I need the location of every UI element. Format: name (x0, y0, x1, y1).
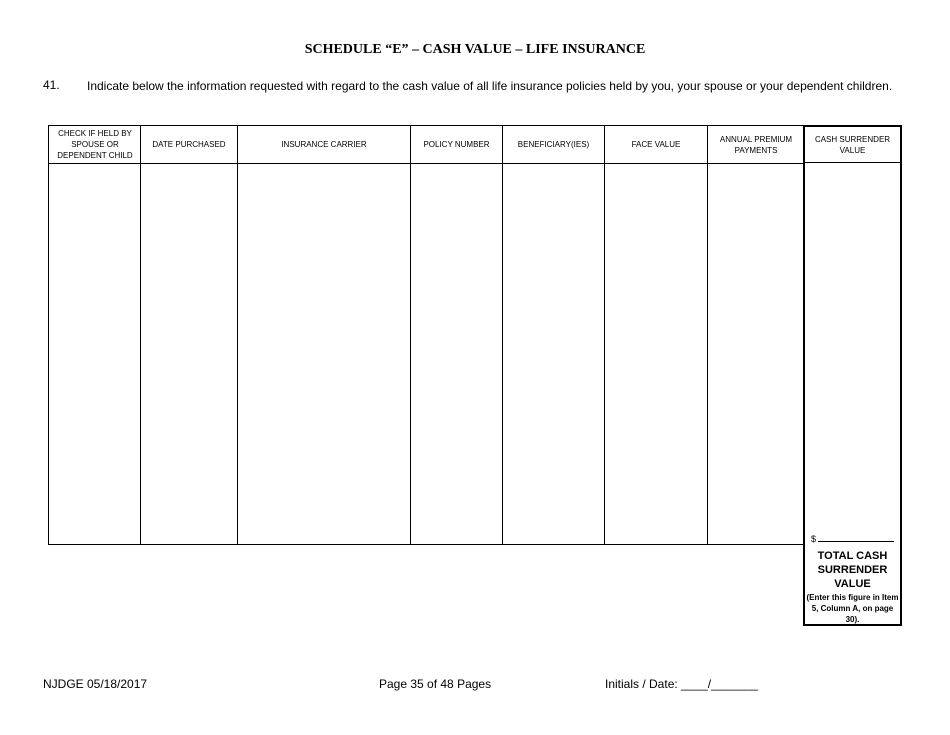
schedule-title: SCHEDULE “E” – CASH VALUE – LIFE INSURANCE (304, 42, 646, 57)
annual-premium-column-field[interactable] (708, 164, 804, 544)
header-policy-number: POLICY NUMBER (423, 140, 490, 149)
cash-surrender-column (803, 125, 902, 626)
total-amount-line[interactable] (805, 533, 900, 544)
policy-number-column-field[interactable] (411, 164, 502, 544)
beneficiaries-column-field[interactable] (503, 164, 604, 544)
header-date-purchased: DATE PURCHASED (152, 140, 226, 149)
initials-date-field[interactable]: Initials / Date: ____/_______ (605, 677, 758, 691)
check-held-column-field[interactable] (49, 164, 140, 544)
header-insurance-carrier: INSURANCE CARRIER (281, 140, 367, 149)
question-text: Indicate below the information requested with regard to the cash value of all life insurance policies held by you, your spouse or your dependent children. (87, 79, 893, 93)
header-cash-surrender: CASH SURRENDER VALUE (814, 134, 891, 155)
dollar-sign: $ (811, 534, 817, 544)
question-number: 41. (43, 78, 60, 92)
total-amount-blank[interactable] (818, 533, 894, 542)
header-check-held: CHECK IF HELD BY SPOUSE OR DEPENDENT CHILD (57, 129, 133, 160)
total-block (805, 533, 900, 625)
form-id: NJDGE 05/18/2017 (43, 677, 148, 691)
header-face-value: FACE VALUE (631, 140, 681, 149)
page-number: Page 35 of 48 Pages (379, 677, 492, 691)
header-annual-premium: ANNUAL PREMIUM PAYMENTS (719, 134, 793, 155)
date-purchased-column-field[interactable] (141, 164, 237, 544)
face-value-column-field[interactable] (605, 164, 707, 544)
total-title: TOTAL CASH SURRENDER VALUE (817, 550, 888, 590)
insurance-table (48, 125, 804, 545)
header-beneficiaries: BENEFICIARY(IES) (517, 140, 590, 149)
insurance-carrier-column-field[interactable] (238, 164, 410, 544)
cash-surrender-column-field[interactable] (805, 163, 900, 531)
total-note: (Enter this figure in Item 5, Column A, on page 30). (806, 593, 899, 624)
